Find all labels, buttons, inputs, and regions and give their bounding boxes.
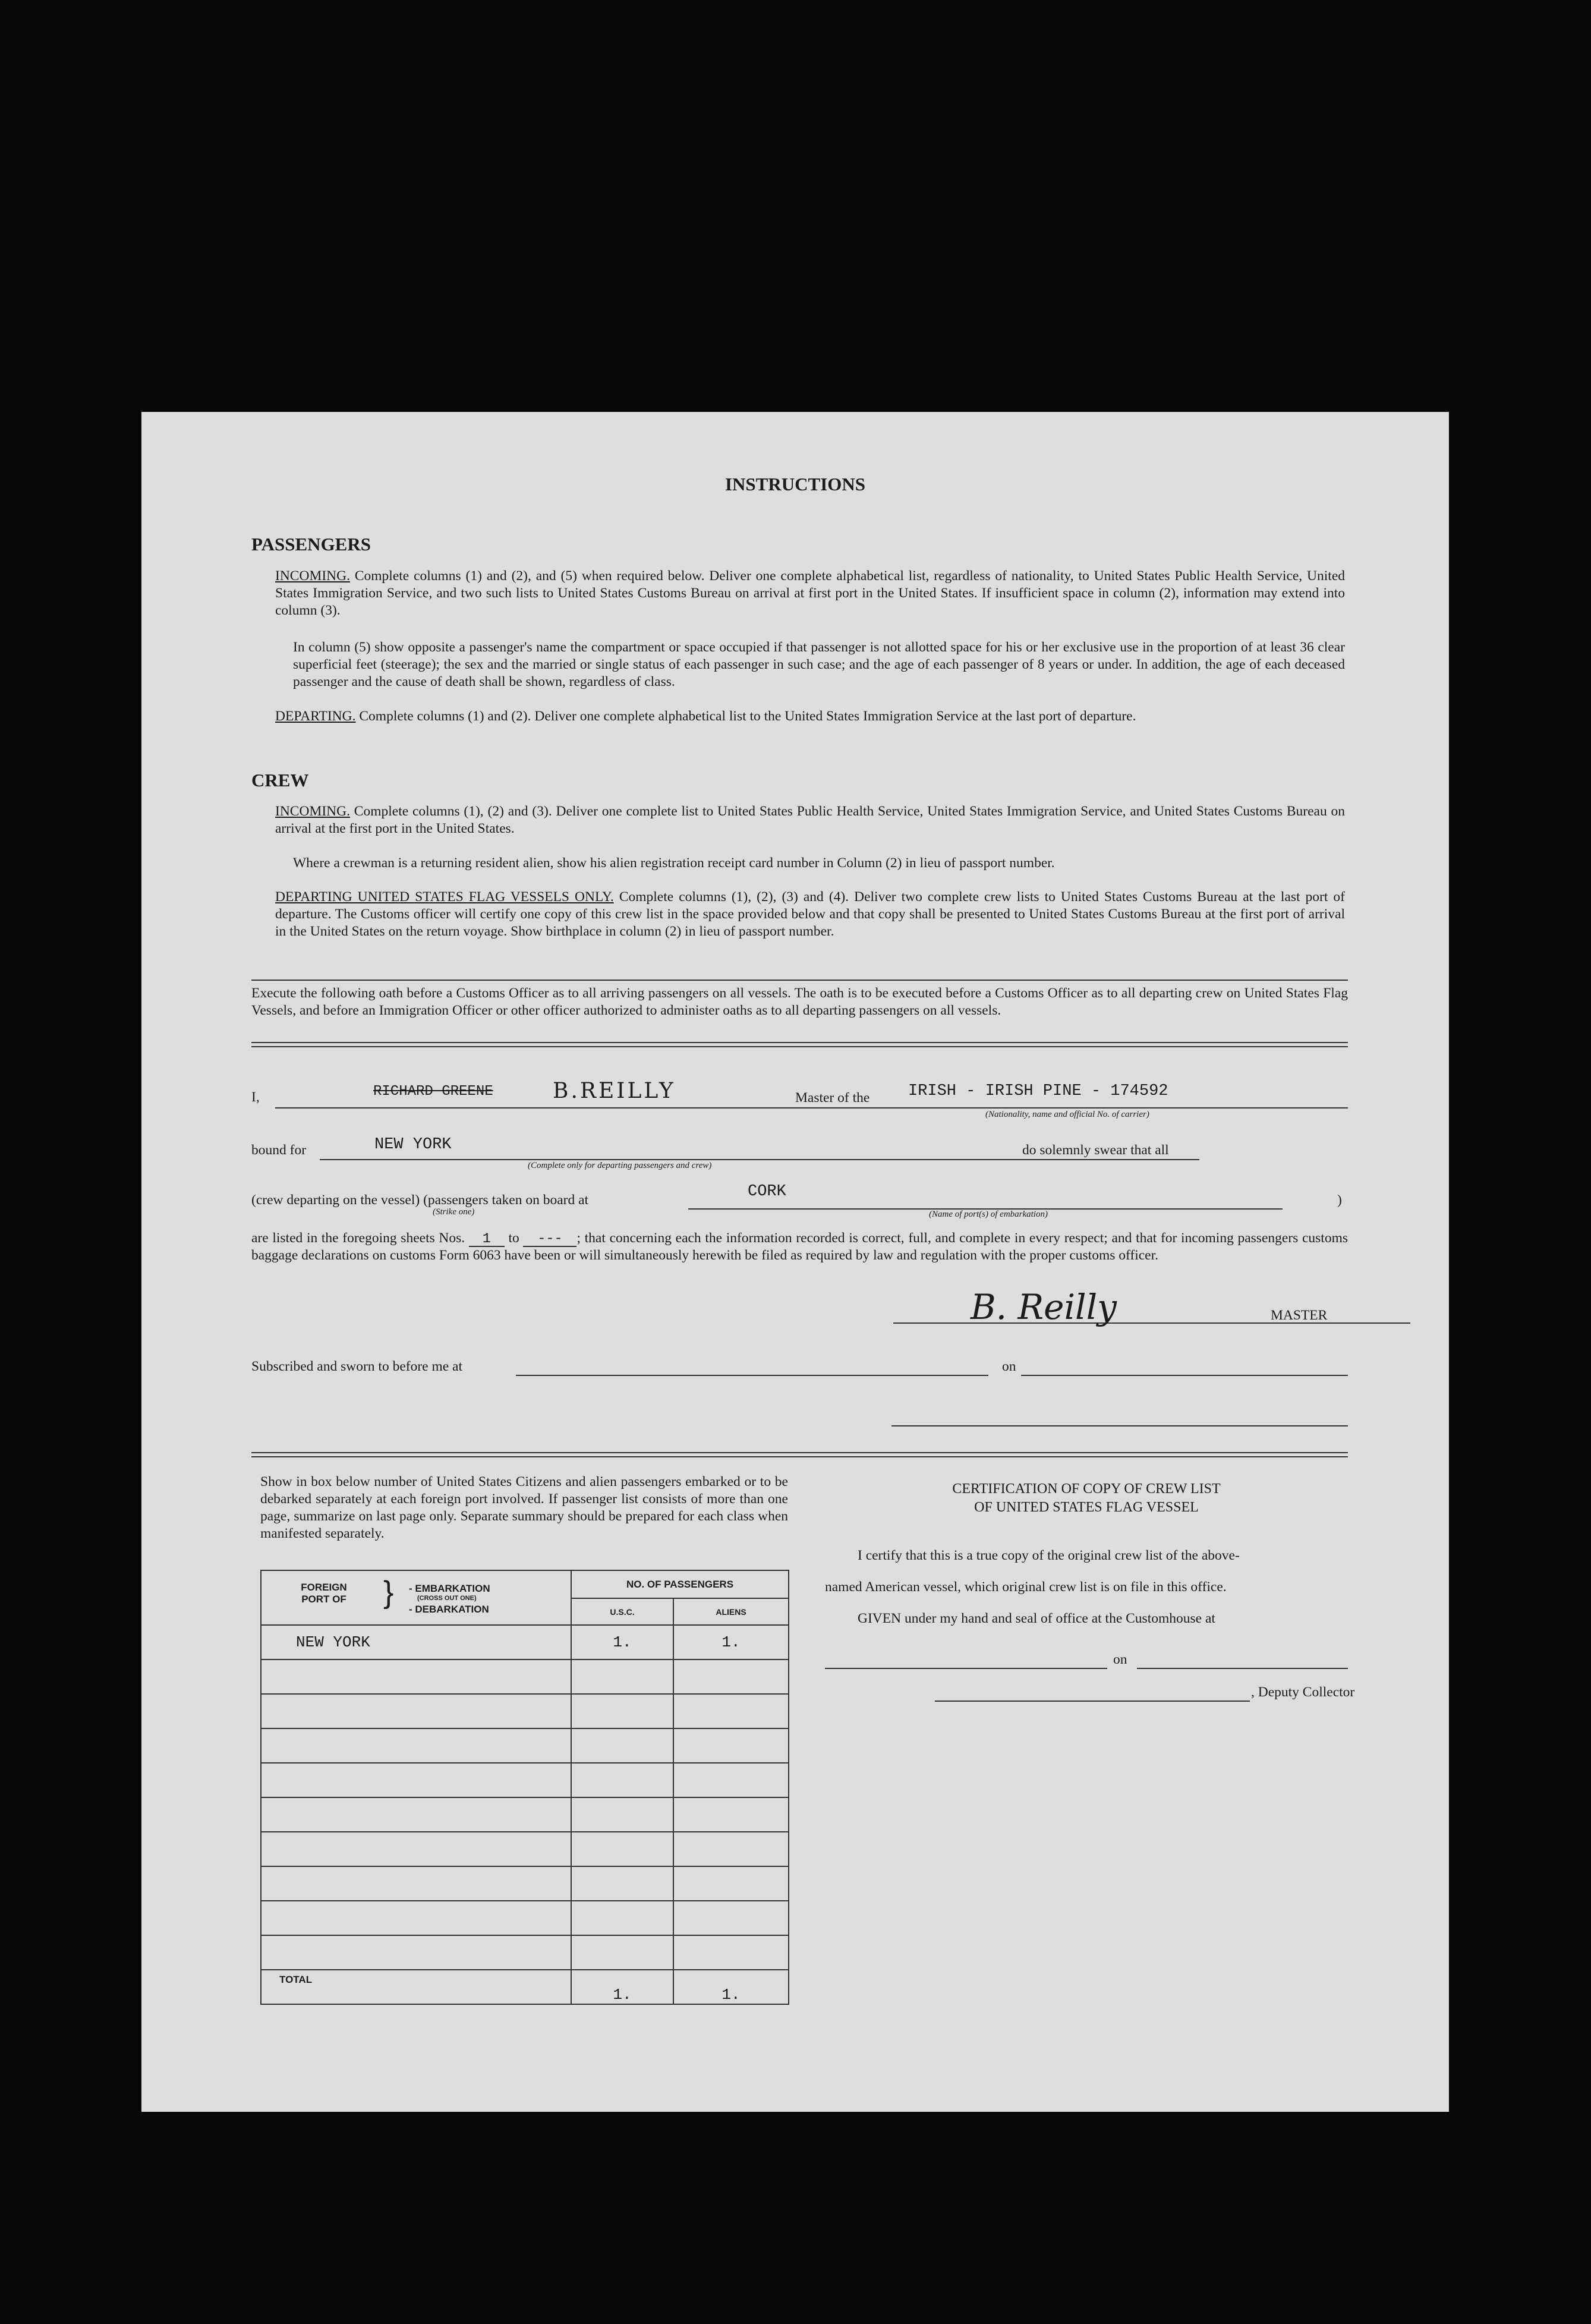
- master-label: MASTER: [1271, 1308, 1328, 1323]
- vessel-name: IRISH - IRISH PINE - 174592: [908, 1082, 1168, 1100]
- usc-cell: 1.: [571, 1625, 673, 1659]
- double-divider-2: [251, 1452, 1348, 1457]
- table-header-row: [261, 1570, 789, 1598]
- no-passengers-header: NO. OF PASSENGERS: [571, 1570, 789, 1598]
- certification-on-label: on: [1113, 1652, 1127, 1667]
- strike-one-caption: (Strike one): [433, 1207, 475, 1217]
- port-value: CORK: [748, 1183, 786, 1201]
- subscribed-label: Subscribed and sworn to before me at: [251, 1359, 463, 1374]
- total-label: TOTAL: [261, 1970, 571, 2004]
- aliens-cell: [673, 1901, 789, 1935]
- passengers-incoming: [275, 568, 1345, 619]
- table-row: [261, 1866, 789, 1901]
- oath-instructions: Execute the following oath before a Customs Officer as to all arriving passengers on all vessels. The oath is to be executed before a Customs Officer as to all departing crew on United States Flag Vessels, and before an Immigration Officer or other officer authorized to administer oaths as to all departing passengers on all vessels.: [251, 985, 1348, 1018]
- crew-incoming-label: INCOMING.: [275, 804, 350, 819]
- deputy-signature-line: [935, 1701, 1250, 1702]
- port-caption: (Name of port(s) of embarkation): [929, 1210, 1048, 1219]
- subscribed-on-label: on: [1002, 1359, 1016, 1374]
- cross-out-note: (CROSS OUT ONE): [417, 1595, 477, 1602]
- total-usc: 1.: [571, 1970, 673, 2004]
- usc-cell: [571, 1659, 673, 1694]
- certification-text-1: I certify that this is a true copy of the original crew list of the above-: [858, 1548, 1240, 1563]
- port-cell: [261, 1935, 571, 1970]
- table-row: [261, 1694, 789, 1728]
- deputy-collector-label: , Deputy Collector: [1251, 1684, 1355, 1700]
- certification-date-line: [1137, 1668, 1348, 1669]
- embarkation-label: - EMBARKATION: [409, 1583, 490, 1594]
- certification-given: GIVEN under my hand and seal of office at the Customhouse at: [858, 1611, 1215, 1626]
- foreign-port-of: FOREIGN PORT OF: [301, 1582, 347, 1605]
- usc-cell: [571, 1901, 673, 1935]
- double-divider: [251, 1042, 1348, 1047]
- subscribed-date-line: [1021, 1375, 1348, 1376]
- aliens-cell: 1.: [673, 1625, 789, 1659]
- document-page: [141, 412, 1449, 2112]
- page-title: INSTRUCTIONS: [724, 474, 865, 495]
- port-cell: [261, 1797, 571, 1832]
- table-row: [261, 1797, 789, 1832]
- listed-text: [251, 1230, 1348, 1264]
- subscribed-place-line: [516, 1375, 988, 1376]
- table-row: [261, 1935, 789, 1970]
- crew-incoming: [275, 803, 1345, 837]
- aliens-cell: [673, 1797, 789, 1832]
- usc-cell: [571, 1935, 673, 1970]
- bound-for-value: NEW YORK: [374, 1136, 452, 1154]
- certification-place-line: [825, 1668, 1107, 1669]
- certification-title-line1: CERTIFICATION OF COPY OF CREW LIST: [952, 1481, 1221, 1497]
- debarkation-label: - DEBARKATION: [409, 1604, 489, 1615]
- aliens-cell: [673, 1832, 789, 1866]
- certification-text-2: named American vessel, which original crew list is on file in this office.: [825, 1579, 1227, 1595]
- passengers-departing: [275, 708, 1345, 725]
- table-row: [261, 1625, 789, 1659]
- crew-departing-label: DEPARTING UNITED STATES FLAG VESSELS ONLY.: [275, 889, 614, 905]
- usc-cell: [571, 1832, 673, 1866]
- passengers-departing-text: Complete columns (1) and (2). Deliver one complete alphabetical list to the United States Immigration Service at the last port of departure.: [359, 708, 1136, 724]
- to-label: to: [508, 1230, 519, 1246]
- passengers-column5: In column (5) show opposite a passenger's name the compartment or space occupied if that passenger is not allotted space for his or her exclusive use in the proportion of at least 36 clear superficial feet (steerage); the sex and the married or single status of each passenger in such case; and the age of each passenger of 8 years or under. In addition, the age of each deceased passenger and the cause of death shall be shown, regardless of class.: [293, 640, 1345, 689]
- port-cell: [261, 1659, 571, 1694]
- swear-text: do solemnly swear that all: [1022, 1142, 1169, 1158]
- port-cell: [261, 1763, 571, 1797]
- listed-text-b: ; that concerning each the information recorded is correct, full, and complete in every respect; and that for incoming passengers customs baggage declarations on customs Form 6063 have been or will simultaneously herewith be filed as required by law and regulation with the proper customs officer.: [251, 1230, 1348, 1263]
- aliens-cell: [673, 1659, 789, 1694]
- summary-note: Show in box below number of United States Citizens and alien passengers embarked or to be debarked separately at each foreign port involved. If passenger list consists of more than one page, summarize on last page only. Separate summary should be prepared for each class when manifested separately.: [260, 1474, 788, 1541]
- certification-title: [825, 1480, 1348, 1517]
- brace-glyph: }: [383, 1575, 394, 1610]
- bound-for-line: [320, 1159, 1199, 1160]
- port-cell: [261, 1866, 571, 1901]
- table-row: [261, 1728, 789, 1763]
- usc-cell: [571, 1728, 673, 1763]
- crew-heading: CREW: [251, 770, 309, 791]
- port-cell: NEW YORK: [261, 1625, 571, 1659]
- aliens-header: ALIENS: [673, 1598, 789, 1625]
- port-cell: [261, 1694, 571, 1728]
- passengers-heading: PASSENGERS: [251, 534, 371, 555]
- table-row: [261, 1832, 789, 1866]
- struck-name: RICHARD GREENE: [373, 1084, 493, 1100]
- usc-cell: [571, 1866, 673, 1901]
- port-cell: [261, 1728, 571, 1763]
- total-row: [261, 1970, 789, 2004]
- usc-header: U.S.C.: [571, 1598, 673, 1625]
- usc-cell: [571, 1694, 673, 1728]
- divider: [251, 980, 1348, 981]
- passengers-incoming-text: Complete columns (1) and (2), and (5) when required below. Deliver one complete alphabetical list, regardless of nationality, to United States Public Health Service, United States Immigration Service, and two such lists to United States Customs Bureau on arrival at first port in the United States. If insufficient space in column (2), information may extend into column (3).: [275, 568, 1345, 618]
- crew-incoming-text: Complete columns (1), (2) and (3). Deliver one complete list to United States Public Health Service, United States Immigration Service, and United States Customs Bureau on arrival at the first port in the United States.: [275, 804, 1345, 836]
- master-of-label: Master of the: [795, 1090, 870, 1106]
- table-row: [261, 1659, 789, 1694]
- listed-text-a: are listed in the foregoing sheets Nos.: [251, 1230, 465, 1246]
- officer-signature-line: [891, 1425, 1348, 1426]
- port-cell: [261, 1832, 571, 1866]
- aliens-cell: [673, 1935, 789, 1970]
- crew-departing-oath: (crew departing on the vessel) (passengers taken on board at: [251, 1192, 589, 1208]
- crew-departing: [275, 889, 1345, 940]
- usc-cell: [571, 1763, 673, 1797]
- bound-for-label: bound for: [251, 1142, 307, 1158]
- usc-cell: [571, 1797, 673, 1832]
- aliens-cell: [673, 1763, 789, 1797]
- close-paren: ): [1337, 1192, 1342, 1208]
- aliens-cell: [673, 1728, 789, 1763]
- oath-i-label: I,: [251, 1089, 260, 1105]
- handwritten-name: B.REILLY: [553, 1079, 676, 1103]
- vessel-line: [893, 1107, 1348, 1109]
- sheet-to: ---: [523, 1233, 576, 1247]
- certification-title-line2: OF UNITED STATES FLAG VESSEL: [974, 1500, 1199, 1515]
- sheet-from: 1: [469, 1233, 505, 1247]
- passengers-incoming-label: INCOMING.: [275, 568, 350, 584]
- passenger-summary-table: [260, 1570, 789, 2005]
- crew-departing-text: Complete columns (1), (2), (3) and (4). Deliver two complete crew lists to United States Customs Bureau at the last port of departure. The Customs officer will certify one copy of this crew list in the space provided below and that copy shall be presented to United States Customs Bureau at the first port of arrival in the United States on the return voyage. Show birthplace in column (2) in lieu of passport number.: [275, 889, 1345, 939]
- total-aliens: 1.: [673, 1970, 789, 2004]
- aliens-cell: [673, 1694, 789, 1728]
- aliens-cell: [673, 1866, 789, 1901]
- port-header: [261, 1570, 571, 1625]
- passengers-departing-label: DEPARTING.: [275, 708, 356, 724]
- bound-for-caption: (Complete only for departing passengers and crew): [528, 1161, 712, 1170]
- table-row: [261, 1901, 789, 1935]
- port-cell: [261, 1901, 571, 1935]
- master-signature: B. Reilly: [971, 1287, 1117, 1327]
- table-row: [261, 1763, 789, 1797]
- crew-resident-note: Where a crewman is a returning resident alien, show his alien registration receipt card number in Column (2) in lieu of passport number.: [293, 855, 1055, 871]
- name-line: [275, 1107, 932, 1109]
- vessel-caption: (Nationality, name and official No. of carrier): [985, 1110, 1149, 1119]
